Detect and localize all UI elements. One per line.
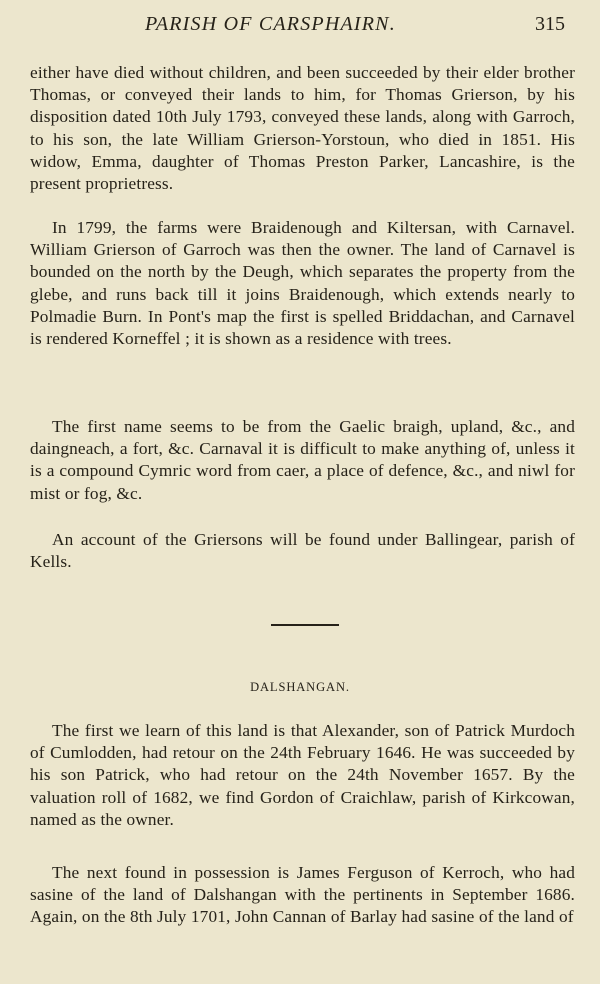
paragraph-griersons-reference: An account of the Griersons will be found under Ballingear, parish of Kells. bbox=[30, 530, 575, 572]
running-title: PARISH OF CARSPHAIRN. bbox=[145, 13, 396, 35]
paragraph-etymology: The first name seems to be from the Gaelic braigh, upland, &c., and daingneach, a fort, &c. Carnaval it is difficult to make anything of, unless it is a compound Cymric word from caer, a place of defence, &c., and niwl for mist or fog, &c. bbox=[30, 417, 575, 503]
paragraph-continuation: either have died without children, and been succeeded by their elder brother Thomas, or conveyed their lands to him, for Thomas Grierson, by his disposition dated 10th July 1793, conveyed these lands, along with Garroch, to his son, the late William Grierson-Yorstoun, who died in 1851. His widow, Emma, daughter of Thomas Preston Parker, Lancashire, is the present proprietress. bbox=[30, 63, 575, 194]
page-header bbox=[0, 13, 600, 43]
page-number: 315 bbox=[535, 13, 565, 35]
section-heading: DALSHANGAN. bbox=[250, 680, 350, 694]
paragraph-dalshangan-owners: The next found in possession is James Ferguson of Kerroch, who had sasine of the land of Dalshangan with the pertinents in September 1686. Again, on the 8th July 1701, John Cannan of Barlay had sasine of the land of bbox=[30, 863, 575, 927]
section-divider-rule bbox=[271, 624, 339, 626]
paragraph-dalshangan-origin: The first we learn of this land is that Alexander, son of Patrick Murdoch of Cumlodden, had retour on the 24th February 1646. He was succeeded by his son Patrick, who had retour on the 24th November 1657. By the valuation roll of 1682, we find Gordon of Craichlaw, parish of Kirkcowan, named as the owner. bbox=[30, 721, 575, 829]
paragraph-farms-1799: In 1799, the farms were Braidenough and Kiltersan, with Carnavel. William Grierson of Garroch was then the owner. The land of Carnavel is bounded on the north by the Deugh, which separates the property from the glebe, and runs back till it joins Braidenough, which extends nearly to Polmadie Burn. In Pont's map the first is spelled Briddachan, and Carnavel is rendered Korneffel ; it is shown as a residence with trees. bbox=[30, 218, 575, 349]
